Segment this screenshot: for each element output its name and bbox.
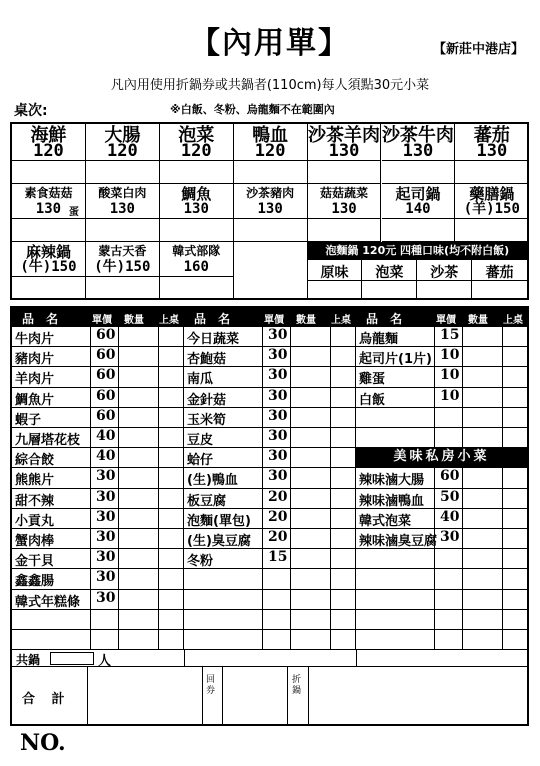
item-name: 牛肉片 (15, 332, 55, 347)
item-price: 50 (440, 488, 460, 505)
hotpot-price: 130 (257, 201, 283, 217)
item-price: 60 (440, 468, 460, 485)
item-price: 30 (96, 508, 116, 525)
item-name: 南瓜 (187, 372, 214, 388)
hotpot-price: 130 (402, 141, 434, 161)
hotpot-extra: 蛋 (68, 207, 79, 218)
header-name: 品 名 (22, 312, 63, 326)
branch-name: 【新莊中港店】 (432, 42, 524, 57)
item-price: 30 (96, 549, 116, 566)
menu-item-row[interactable] (356, 508, 527, 528)
item-price: 30 (268, 448, 288, 465)
item-name: 辣味滷臭豆腐 (359, 534, 438, 549)
grid-vline (222, 667, 223, 724)
hotpot-name: 大腸 (104, 125, 141, 146)
noodle-pot-block (308, 242, 527, 300)
item-price: 30 (96, 468, 116, 485)
item-name: 豆皮 (187, 433, 214, 448)
hotpot-cell[interactable] (308, 124, 382, 184)
item-price: 60 (96, 367, 116, 384)
item-price: 10 (440, 347, 460, 364)
grid-vline (202, 667, 203, 724)
menu-item-row[interactable] (12, 589, 183, 609)
noodle-pot-header: 泡麵鍋 120元 四種口味(均不附白飯) (308, 242, 527, 260)
menu-item-row[interactable] (184, 407, 355, 427)
noodle-flavor-cell[interactable] (308, 260, 363, 300)
hotpot-price: (牛)150 (94, 259, 151, 275)
hotpot-price: 130 (109, 201, 135, 217)
hotpot-name: 韓式部隊 (172, 244, 221, 258)
item-name: 泡麵(單包) (187, 513, 251, 529)
menu-item-row[interactable] (12, 427, 183, 447)
item-price: 15 (268, 549, 288, 566)
item-price: 15 (440, 327, 460, 343)
item-price: 60 (96, 407, 116, 424)
notice-text: 凡內用使用折鍋券或共鍋者(110cm)每人須點30元小菜 (110, 78, 430, 93)
hotpot-price: 120 (33, 141, 64, 161)
hotpot-qty-line (160, 218, 233, 219)
hotpot-price: 120 (180, 141, 212, 161)
hotpot-qty-line (86, 160, 159, 161)
hotpot-cell[interactable] (12, 242, 86, 300)
item-name: 玉米筍 (187, 412, 227, 428)
item-name: 蛤仔 (187, 453, 214, 469)
hotpot-price: 120 (254, 141, 286, 161)
noodle-flavor-name: 原味 (320, 265, 349, 281)
item-name: 白飯 (359, 392, 386, 408)
hotpot-qty-line (382, 160, 455, 161)
item-price: 30 (96, 569, 116, 586)
menu-item-row[interactable] (356, 488, 527, 508)
item-price: 30 (268, 327, 288, 343)
hotpot-price: 120 (106, 141, 138, 161)
menu-item-row[interactable] (12, 528, 183, 548)
hotpot-qty-line (382, 218, 455, 219)
hotpot-price: 130 (183, 201, 209, 217)
hotpot-name: 鴨血 (252, 125, 289, 146)
item-name: 蟹肉棒 (15, 534, 55, 549)
item-price: 30 (96, 529, 116, 545)
item-price: 30 (268, 367, 288, 384)
hotpot-name: 沙茶豬肉 (246, 186, 295, 200)
header-price: 單價 (92, 315, 112, 326)
hotpot-name: 酸菜白肉 (98, 186, 147, 200)
item-price: 30 (268, 468, 288, 485)
menu-item-row[interactable] (356, 346, 527, 366)
menu-item-row[interactable] (184, 548, 355, 568)
order-number-label: NO. (20, 730, 66, 756)
item-price: 30 (268, 407, 288, 424)
column-header (356, 308, 527, 326)
hotpot-cell[interactable] (86, 242, 160, 300)
discount-label: 折鍋 (292, 675, 302, 697)
noodle-flavor-cell[interactable] (417, 260, 472, 300)
hotpot-name: 泡菜 (178, 125, 215, 146)
menu-item-row[interactable] (12, 346, 183, 366)
shared-pot-label: 共鍋 (16, 653, 41, 668)
hotpot-cell[interactable] (234, 184, 308, 242)
noodle-flavor-cell[interactable] (362, 260, 417, 300)
footer-area (12, 649, 527, 724)
hotpot-name: 沙茶牛肉 (381, 125, 454, 146)
menu-item-row[interactable] (12, 548, 183, 568)
hotpot-cell[interactable] (160, 242, 234, 300)
item-name: 板豆腐 (187, 493, 227, 509)
table-number-label: 桌次: (14, 103, 48, 119)
header-qty: 數量 (296, 315, 316, 326)
menu-item-row[interactable] (12, 467, 183, 487)
noodle-qty-line (472, 280, 527, 281)
item-price: 30 (440, 529, 460, 545)
menu-item-row[interactable] (356, 326, 527, 346)
item-name: 小貢丸 (15, 513, 55, 529)
hotpot-cell[interactable] (234, 124, 308, 184)
menu-item-row[interactable] (12, 407, 183, 427)
item-price: 60 (96, 387, 116, 404)
hotpot-name: 蒙古天香 (98, 244, 147, 258)
hotpot-name: 海鮮 (30, 125, 67, 146)
menu-item-row[interactable] (184, 387, 355, 407)
hotpot-price: (牛)150 (20, 259, 77, 275)
hotpot-price: 130 (35, 201, 62, 217)
total-label: 合 計 (22, 691, 71, 707)
noodle-flavor-name: 泡菜 (375, 265, 404, 281)
menu-item-row[interactable] (356, 366, 527, 386)
item-name: 韓式年糕條 (15, 594, 81, 610)
hotpot-name: 菇菇蔬菜 (320, 186, 369, 200)
noodle-flavor-name: 蕃茄 (485, 265, 514, 281)
item-name: 金干貝 (15, 554, 55, 570)
item-price: 20 (268, 488, 288, 505)
hotpot-qty-line (86, 276, 159, 277)
grid-vline (356, 649, 357, 667)
item-name: 熊熊片 (15, 473, 55, 489)
item-price: 30 (96, 589, 116, 606)
menu-item-row[interactable] (356, 387, 527, 407)
item-name: (生)臭豆腐 (187, 534, 251, 549)
item-name: 韓式泡菜 (359, 513, 412, 529)
menu-item-row[interactable] (12, 447, 183, 467)
noodle-qty-line (362, 280, 416, 281)
coupon-label: 回券 (206, 675, 216, 697)
header-qty: 數量 (468, 315, 488, 326)
grid-vline (287, 667, 288, 724)
grid-hline (12, 629, 527, 630)
header-name: 品 名 (194, 312, 235, 326)
header-price: 單價 (436, 315, 456, 326)
menu-item-row[interactable] (12, 488, 183, 508)
item-name: 辣味滷鴨血 (359, 493, 425, 509)
hotpot-name: 鯛魚 (181, 185, 212, 203)
menu-item-row[interactable] (12, 508, 183, 528)
header-price: 單價 (264, 315, 284, 326)
menu-item-row[interactable] (184, 326, 355, 346)
hotpot-cell[interactable] (382, 184, 456, 242)
hotpot-name: 起司鍋 (395, 185, 441, 203)
menu-item-row[interactable] (184, 467, 355, 487)
page-title: 【內用單】 (190, 26, 350, 61)
menu-item-row[interactable] (184, 366, 355, 386)
item-name: 辣味滷大腸 (359, 473, 425, 489)
hotpot-price: (羊)150 (463, 201, 520, 217)
menu-item-row[interactable] (356, 467, 527, 487)
hotpot-qty-line (455, 218, 528, 219)
noodle-flavor-cell[interactable] (472, 260, 527, 300)
menu-order-table (10, 306, 529, 726)
item-name: 起司片(1片) (359, 352, 432, 368)
hotpot-cell[interactable] (12, 184, 86, 242)
hotpot-price: 130 (331, 201, 357, 217)
item-name: 豬肉片 (15, 352, 55, 368)
hotpot-qty-line (308, 160, 381, 161)
hotpot-qty-line (86, 218, 159, 219)
header-name: 品 名 (366, 312, 407, 326)
item-name: 雞蛋 (359, 372, 386, 388)
hotpot-cell[interactable] (455, 184, 529, 242)
item-price: 60 (96, 327, 116, 343)
item-name: 羊肉片 (15, 372, 55, 388)
hotpot-cell[interactable] (308, 184, 382, 242)
special-header: 美味私房小菜 (356, 447, 527, 467)
hotpot-cell[interactable] (86, 184, 160, 242)
hotpot-qty-line (234, 218, 307, 219)
grid-hline (12, 609, 527, 610)
menu-item-row[interactable] (12, 568, 183, 588)
item-price: 20 (268, 529, 288, 545)
hotpot-cell[interactable] (160, 124, 234, 184)
column-header (12, 308, 183, 326)
item-name: 綜合餃 (15, 453, 55, 469)
grid-vline (308, 667, 309, 724)
hotpot-price: 130 (476, 141, 508, 161)
hotpot-qty-line (308, 218, 381, 219)
item-price: 20 (268, 508, 288, 525)
noodle-qty-line (417, 280, 471, 281)
hotpot-qty-line (160, 160, 233, 161)
hotpot-qty-line (12, 276, 85, 277)
item-price: 10 (440, 367, 460, 384)
hotpot-qty-line (455, 160, 528, 161)
item-name: 杏鮑菇 (187, 352, 227, 368)
hotpot-cell[interactable] (455, 124, 529, 184)
item-price: 30 (268, 387, 288, 404)
item-name: 鯛魚片 (15, 392, 55, 408)
menu-item-row[interactable] (184, 488, 355, 508)
header-served: 上桌 (503, 315, 523, 326)
hotpot-price: 130 (328, 141, 360, 161)
item-name: 蝦子 (15, 412, 42, 428)
item-price: 40 (440, 508, 460, 525)
hotpot-name: 麻辣鍋 (25, 243, 71, 261)
menu-item-row[interactable] (12, 326, 183, 346)
item-price: 30 (268, 428, 288, 444)
hotpot-cell[interactable] (86, 124, 160, 184)
shared-pot-count-box[interactable] (50, 652, 94, 665)
hotpot-name: 藥膳鍋 (469, 185, 515, 203)
item-price: 40 (96, 428, 116, 444)
hotpot-qty-line (12, 218, 85, 219)
noodle-qty-line (308, 280, 362, 281)
item-name: 今日蔬菜 (187, 332, 240, 347)
grid-vline (87, 667, 88, 724)
item-name: 金針菇 (187, 392, 227, 408)
item-price: 10 (440, 387, 460, 404)
noodle-flavor-name: 沙茶 (430, 265, 459, 281)
header-qty: 數量 (124, 315, 144, 326)
menu-item-row[interactable] (12, 366, 183, 386)
person-label: 人 (98, 654, 112, 670)
menu-item-row[interactable] (184, 427, 355, 447)
hotpot-qty-line (160, 276, 233, 277)
header-served: 上桌 (331, 315, 351, 326)
hotpot-cell[interactable] (12, 124, 86, 184)
hotpot-cell[interactable] (382, 124, 456, 184)
item-price: 30 (96, 488, 116, 505)
menu-item-row[interactable] (356, 528, 527, 548)
item-price: 60 (96, 347, 116, 364)
hotpot-price: 160 (183, 259, 209, 275)
hotpot-name: 素食菇菇 (24, 186, 73, 200)
hotpot-qty-line (12, 160, 85, 161)
hotpot-section (10, 122, 529, 300)
hotpot-name: 蕃茄 (473, 125, 510, 146)
item-price: 40 (96, 448, 116, 465)
item-price: 30 (268, 347, 288, 364)
menu-item-row[interactable] (184, 528, 355, 548)
hotpot-empty-cell (234, 242, 308, 300)
item-name: (生)鴨血 (187, 473, 238, 489)
menu-item-row[interactable] (184, 447, 355, 467)
item-name: 甜不辣 (15, 493, 55, 509)
hotpot-qty-line (234, 160, 307, 161)
item-name: 鑫鑫腸 (15, 574, 55, 590)
hotpot-cell[interactable] (160, 184, 234, 242)
column-header (184, 308, 355, 326)
grid-vline (184, 649, 185, 667)
hotpot-price: 140 (405, 201, 431, 217)
item-name: 冬粉 (187, 554, 214, 570)
header-served: 上桌 (159, 315, 179, 326)
item-name: 烏龍麵 (359, 332, 399, 347)
hotpot-name: 沙茶羊肉 (308, 125, 381, 146)
menu-item-row[interactable] (184, 346, 355, 366)
item-name: 九層塔花枝 (15, 433, 81, 448)
menu-item-row[interactable] (184, 508, 355, 528)
menu-item-row[interactable] (12, 387, 183, 407)
exclusion-note: ※白飯、冬粉、烏龍麵不在範圍內 (170, 103, 335, 116)
